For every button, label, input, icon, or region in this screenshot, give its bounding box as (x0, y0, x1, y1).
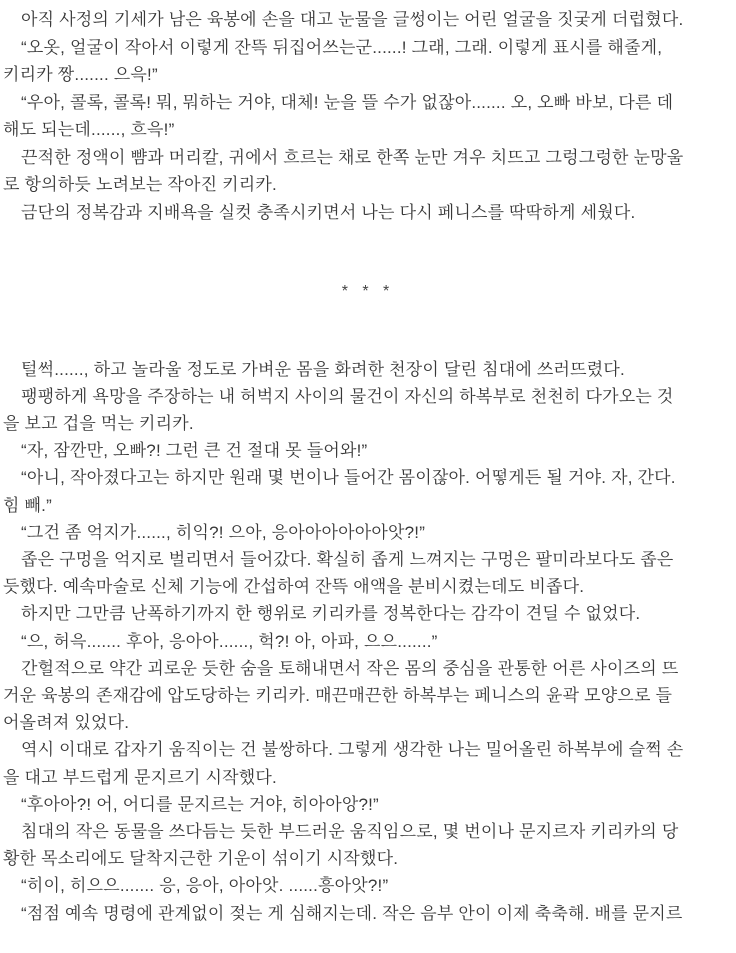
text-line: 간헐적으로 약간 괴로운 듯한 숨을 토해내면서 작은 몸의 중심을 관통한 어른 사이즈의 뜨 (21, 658, 679, 678)
text-line: 힘 빼.” (3, 495, 52, 515)
text-line: 끈적한 정액이 뺨과 머리칼, 귀에서 흐르는 채로 한쪽 눈만 겨우 치뜨고 그렁그렁한 눈망울 (21, 147, 684, 167)
text-line: 아직 사정의 기세가 남은 육봉에 손을 대고 눈물을 글썽이는 어린 얼굴을 짓궂게 더럽혔다. (21, 10, 684, 29)
text-line: 침대의 작은 동물을 쓰다듬는 듯한 부드러운 움직임으로, 몇 번이나 문지르자 키리카의 당 (21, 821, 679, 841)
text-line: “점점 예속 명령에 관계없이 젖는 게 심해지는데. 작은 음부 안이 이제 축축해. 배를 문지르 (21, 903, 683, 923)
text-section-2 (3, 356, 733, 927)
text-line: 털썩......, 하고 놀라울 정도로 가벼운 몸을 화려한 천장이 달린 침대에 쓰러뜨렸다. (21, 359, 625, 379)
text-section-1 (3, 6, 733, 226)
text-line: 팽팽하게 욕망을 주장하는 내 허벅지 사이의 물건이 자신의 하복부로 천천히 다가오는 것 (21, 386, 674, 406)
text-line: 하지만 그만큼 난폭하기까지 한 행위로 키리카를 정복한다는 감각이 견딜 수 없었다. (21, 604, 641, 624)
text-line: 황한 목소리에도 달착지근한 기운이 섞이기 시작했다. (3, 849, 399, 869)
text-line: “자, 잠깐만, 오빠?! 그런 큰 건 절대 못 들어와!” (21, 441, 368, 461)
text-line: “으, 허윽....... 후아, 응아아......, 헉?! 아, 아파, 으으.......” (21, 631, 438, 651)
scene-break-divider: * * * (341, 283, 395, 300)
text-line: “오옷, 얼굴이 작아서 이렇게 잔뜩 뒤집어쓰는군......! 그래, 그래. 이렇게 표시를 해줄게, (21, 37, 663, 57)
text-line: 을 보고 겁을 먹는 키리카. (3, 413, 194, 433)
text-line: 어올려져 있었다. (3, 713, 130, 733)
text-line: 해도 되는데......, 흐윽!” (3, 120, 175, 139)
text-line: 을 대고 부드럽게 문지르기 시작했다. (3, 767, 277, 787)
text-line: 금단의 정복감과 지배욕을 실컷 충족시키면서 나는 다시 페니스를 딱딱하게 세웠다. (21, 202, 636, 222)
text-line: “그건 좀 억지가......, 히익?! 으아, 응아아아아아아앗?!” (21, 522, 426, 542)
text-line: 듯했다. 예속마술로 신체 기능에 간섭하여 잔뜩 애액을 분비시켰는데도 비좁다. (3, 577, 585, 597)
text-line: “아니, 작아졌다고는 하지만 원래 몇 번이나 들어간 몸이잖아. 어떻게든 될 거야. 자, 간다. (21, 468, 676, 488)
text-line: 역시 이대로 갑자기 움직이는 건 불쌍하다. 그렇게 생각한 나는 밀어올린 하복부에 슬쩍 손 (21, 740, 684, 760)
text-line: 로 항의하듯 노려보는 작아진 키리카. (3, 175, 277, 194)
text-line: “우아, 콜록, 콜록! 뭐, 뭐하는 거야, 대체! 눈을 뜰 수가 없잖아....... 오, 오빠 바보, 다른 데 (21, 92, 674, 112)
text-line: “후아아?! 어, 어디를 문지르는 거야, 히아아앙?!” (21, 794, 379, 814)
text-line: 거운 육봉의 존재감에 압도당하는 키리카. 매끈매끈한 하복부는 페니스의 윤곽 모양으로 들 (3, 685, 673, 705)
text-line: “히이, 히으으....... 응, 응아, 아아앗. ......흥아앗?!” (21, 876, 389, 896)
text-line: 키리카 짱....... 으윽!” (3, 65, 158, 84)
text-line: 좁은 구멍을 억지로 벌리면서 들어갔다. 확실히 좁게 느껴지는 구멍은 팔미라보다도 좁은 (21, 549, 674, 569)
